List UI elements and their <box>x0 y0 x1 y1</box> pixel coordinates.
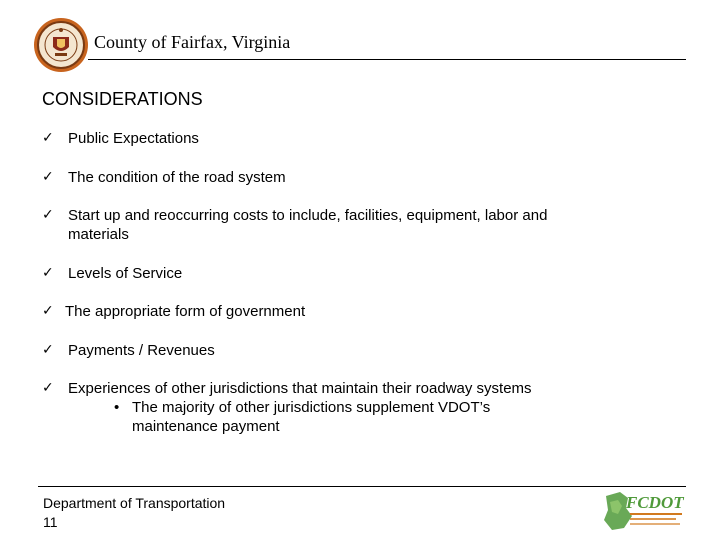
consideration-text: Start up and reoccurring costs to include, facilities, equipment, labor and materials <box>68 207 548 243</box>
consideration-text: The condition of the road system <box>68 169 286 186</box>
consideration-text: Experiences of other jurisdictions that maintain their roadway systems <box>68 380 532 397</box>
department-name: Department of Transportation <box>43 495 226 511</box>
header-divider <box>88 59 686 60</box>
consideration-text: Public Expectations <box>68 130 199 147</box>
fcdot-logo-icon <box>600 488 688 534</box>
consideration-text: Payments / Revenues <box>68 342 215 359</box>
page-number: 11 <box>43 514 58 530</box>
check-icon: ✓ <box>42 303 54 319</box>
bullet-icon: • <box>114 399 120 416</box>
check-icon: ✓ <box>42 342 54 358</box>
slide-title: CONSIDERATIONS <box>42 89 203 109</box>
check-icon: ✓ <box>42 207 54 223</box>
consideration-text: The appropriate form of government <box>65 303 306 320</box>
logo-text: FCDOT <box>626 493 684 512</box>
consideration-text: Levels of Service <box>68 265 183 282</box>
check-icon: ✓ <box>42 265 54 281</box>
county-seal-icon <box>33 17 89 73</box>
footer-divider <box>38 486 686 487</box>
check-icon: ✓ <box>42 130 54 146</box>
county-title: County of Fairfax, Virginia <box>94 32 291 52</box>
check-icon: ✓ <box>42 169 54 185</box>
check-icon: ✓ <box>42 380 54 396</box>
sub-item-text: The majority of other jurisdictions supplement VDOT’s maintenance payment <box>132 399 491 435</box>
